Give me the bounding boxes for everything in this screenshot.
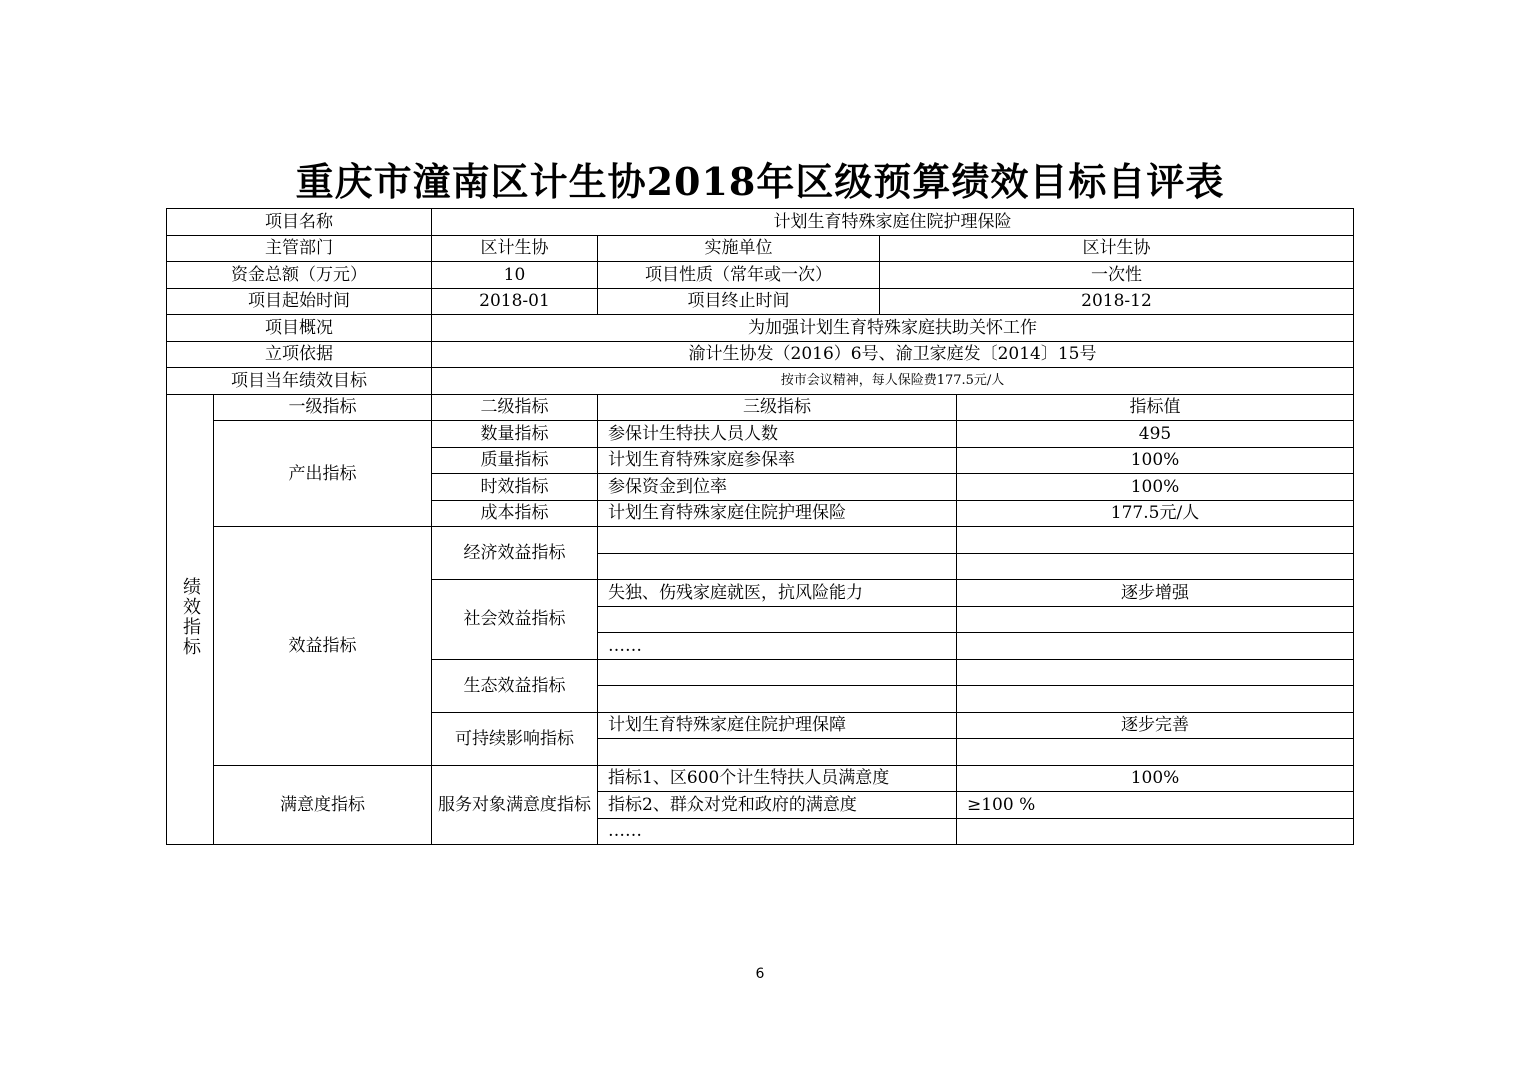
fund-label: 资金总额（万元）: [167, 262, 432, 289]
satisfaction-l3: 指标1、区600个计生特扶人员满意度: [598, 765, 957, 792]
nature-value: 一次性: [880, 262, 1354, 289]
output-l2: 质量指标: [432, 447, 598, 474]
output-l3: 计划生育特殊家庭参保率: [598, 447, 957, 474]
project-name-label: 项目名称: [167, 209, 432, 236]
dept-value: 区计生协: [432, 235, 598, 262]
satisfaction-ellipsis: ……: [598, 818, 957, 845]
evaluation-table: [166, 208, 1354, 845]
side-label: 绩效指标: [180, 576, 201, 657]
empty-value: [957, 527, 1354, 554]
output-label: 产出指标: [214, 421, 432, 527]
empty-value: [957, 633, 1354, 660]
page-number: 6: [755, 966, 765, 982]
empty-l3: [598, 553, 957, 580]
fund-value: 10: [432, 262, 598, 289]
start-value: 2018-01: [432, 288, 598, 315]
basis-label: 立项依据: [167, 341, 432, 368]
empty-value: [957, 739, 1354, 766]
dept-label: 主管部门: [167, 235, 432, 262]
satisfaction-value: 100%: [957, 765, 1354, 792]
row-dept: [167, 235, 1354, 262]
empty-value: [957, 553, 1354, 580]
end-label: 项目终止时间: [598, 288, 880, 315]
row-satisfaction-1: [167, 765, 1354, 792]
row-basis: [167, 341, 1354, 368]
header-level1: 一级指标: [214, 394, 432, 421]
output-l2: 数量指标: [432, 421, 598, 448]
social-l2: 社会效益指标: [432, 580, 598, 660]
output-value: 100%: [957, 474, 1354, 501]
benefit-label: 效益指标: [214, 527, 432, 766]
social-l3: 失独、伤残家庭就医，抗风险能力: [598, 580, 957, 607]
header-value: 指标值: [957, 394, 1354, 421]
satisfaction-value: ≥100 %: [957, 792, 1354, 819]
empty-l3: [598, 739, 957, 766]
empty-value: [957, 659, 1354, 686]
empty-l3: [598, 606, 957, 633]
overview-label: 项目概况: [167, 315, 432, 342]
output-l3: 计划生育特殊家庭住院护理保险: [598, 500, 957, 527]
social-ellipsis: ……: [598, 633, 957, 660]
empty-value: [957, 606, 1354, 633]
row-time: [167, 288, 1354, 315]
satisfaction-l3: 指标2、群众对党和政府的满意度: [598, 792, 957, 819]
output-l2: 时效指标: [432, 474, 598, 501]
overview-value: 为加强计划生育特殊家庭扶助关怀工作: [432, 315, 1354, 342]
end-value: 2018-12: [880, 288, 1354, 315]
goal-label: 项目当年绩效目标: [167, 368, 432, 395]
page-title: 重庆市潼南区计生协2018年区级预算绩效目标自评表: [295, 159, 1225, 204]
output-value: 495: [957, 421, 1354, 448]
side-label-cell: [167, 394, 214, 845]
row-benefit-economic-1: [167, 527, 1354, 554]
row-output-1: [167, 421, 1354, 448]
sustain-l2: 可持续影响指标: [432, 712, 598, 765]
economic-l2: 经济效益指标: [432, 527, 598, 580]
output-value: 177.5元/人: [957, 500, 1354, 527]
empty-l3: [598, 659, 957, 686]
sustain-l3: 计划生育特殊家庭住院护理保障: [598, 712, 957, 739]
empty-l3: [598, 686, 957, 713]
output-l3: 参保计生特扶人员人数: [598, 421, 957, 448]
impl-unit-value: 区计生协: [880, 235, 1354, 262]
row-overview: [167, 315, 1354, 342]
project-name-value: 计划生育特殊家庭住院护理保险: [432, 209, 1354, 236]
output-l3: 参保资金到位率: [598, 474, 957, 501]
output-value: 100%: [957, 447, 1354, 474]
output-l2: 成本指标: [432, 500, 598, 527]
basis-value: 渝计生协发（2016）6号、渝卫家庭发〔2014〕15号: [432, 341, 1354, 368]
row-fund: [167, 262, 1354, 289]
empty-value: [957, 686, 1354, 713]
social-value: 逐步增强: [957, 580, 1354, 607]
row-indicator-header: [167, 394, 1354, 421]
goal-value: 按市会议精神，每人保险费177.5元/人: [432, 368, 1354, 395]
header-level2: 二级指标: [432, 394, 598, 421]
empty-value: [957, 818, 1354, 845]
impl-unit-label: 实施单位: [598, 235, 880, 262]
sustain-value: 逐步完善: [957, 712, 1354, 739]
eco-l2: 生态效益指标: [432, 659, 598, 712]
start-label: 项目起始时间: [167, 288, 432, 315]
row-goal: [167, 368, 1354, 395]
row-project-name: [167, 209, 1354, 236]
header-level3: 三级指标: [598, 394, 957, 421]
satisfaction-l2: 服务对象满意度指标: [432, 765, 598, 845]
nature-label: 项目性质（常年或一次）: [598, 262, 880, 289]
empty-l3: [598, 527, 957, 554]
satisfaction-label: 满意度指标: [214, 765, 432, 845]
